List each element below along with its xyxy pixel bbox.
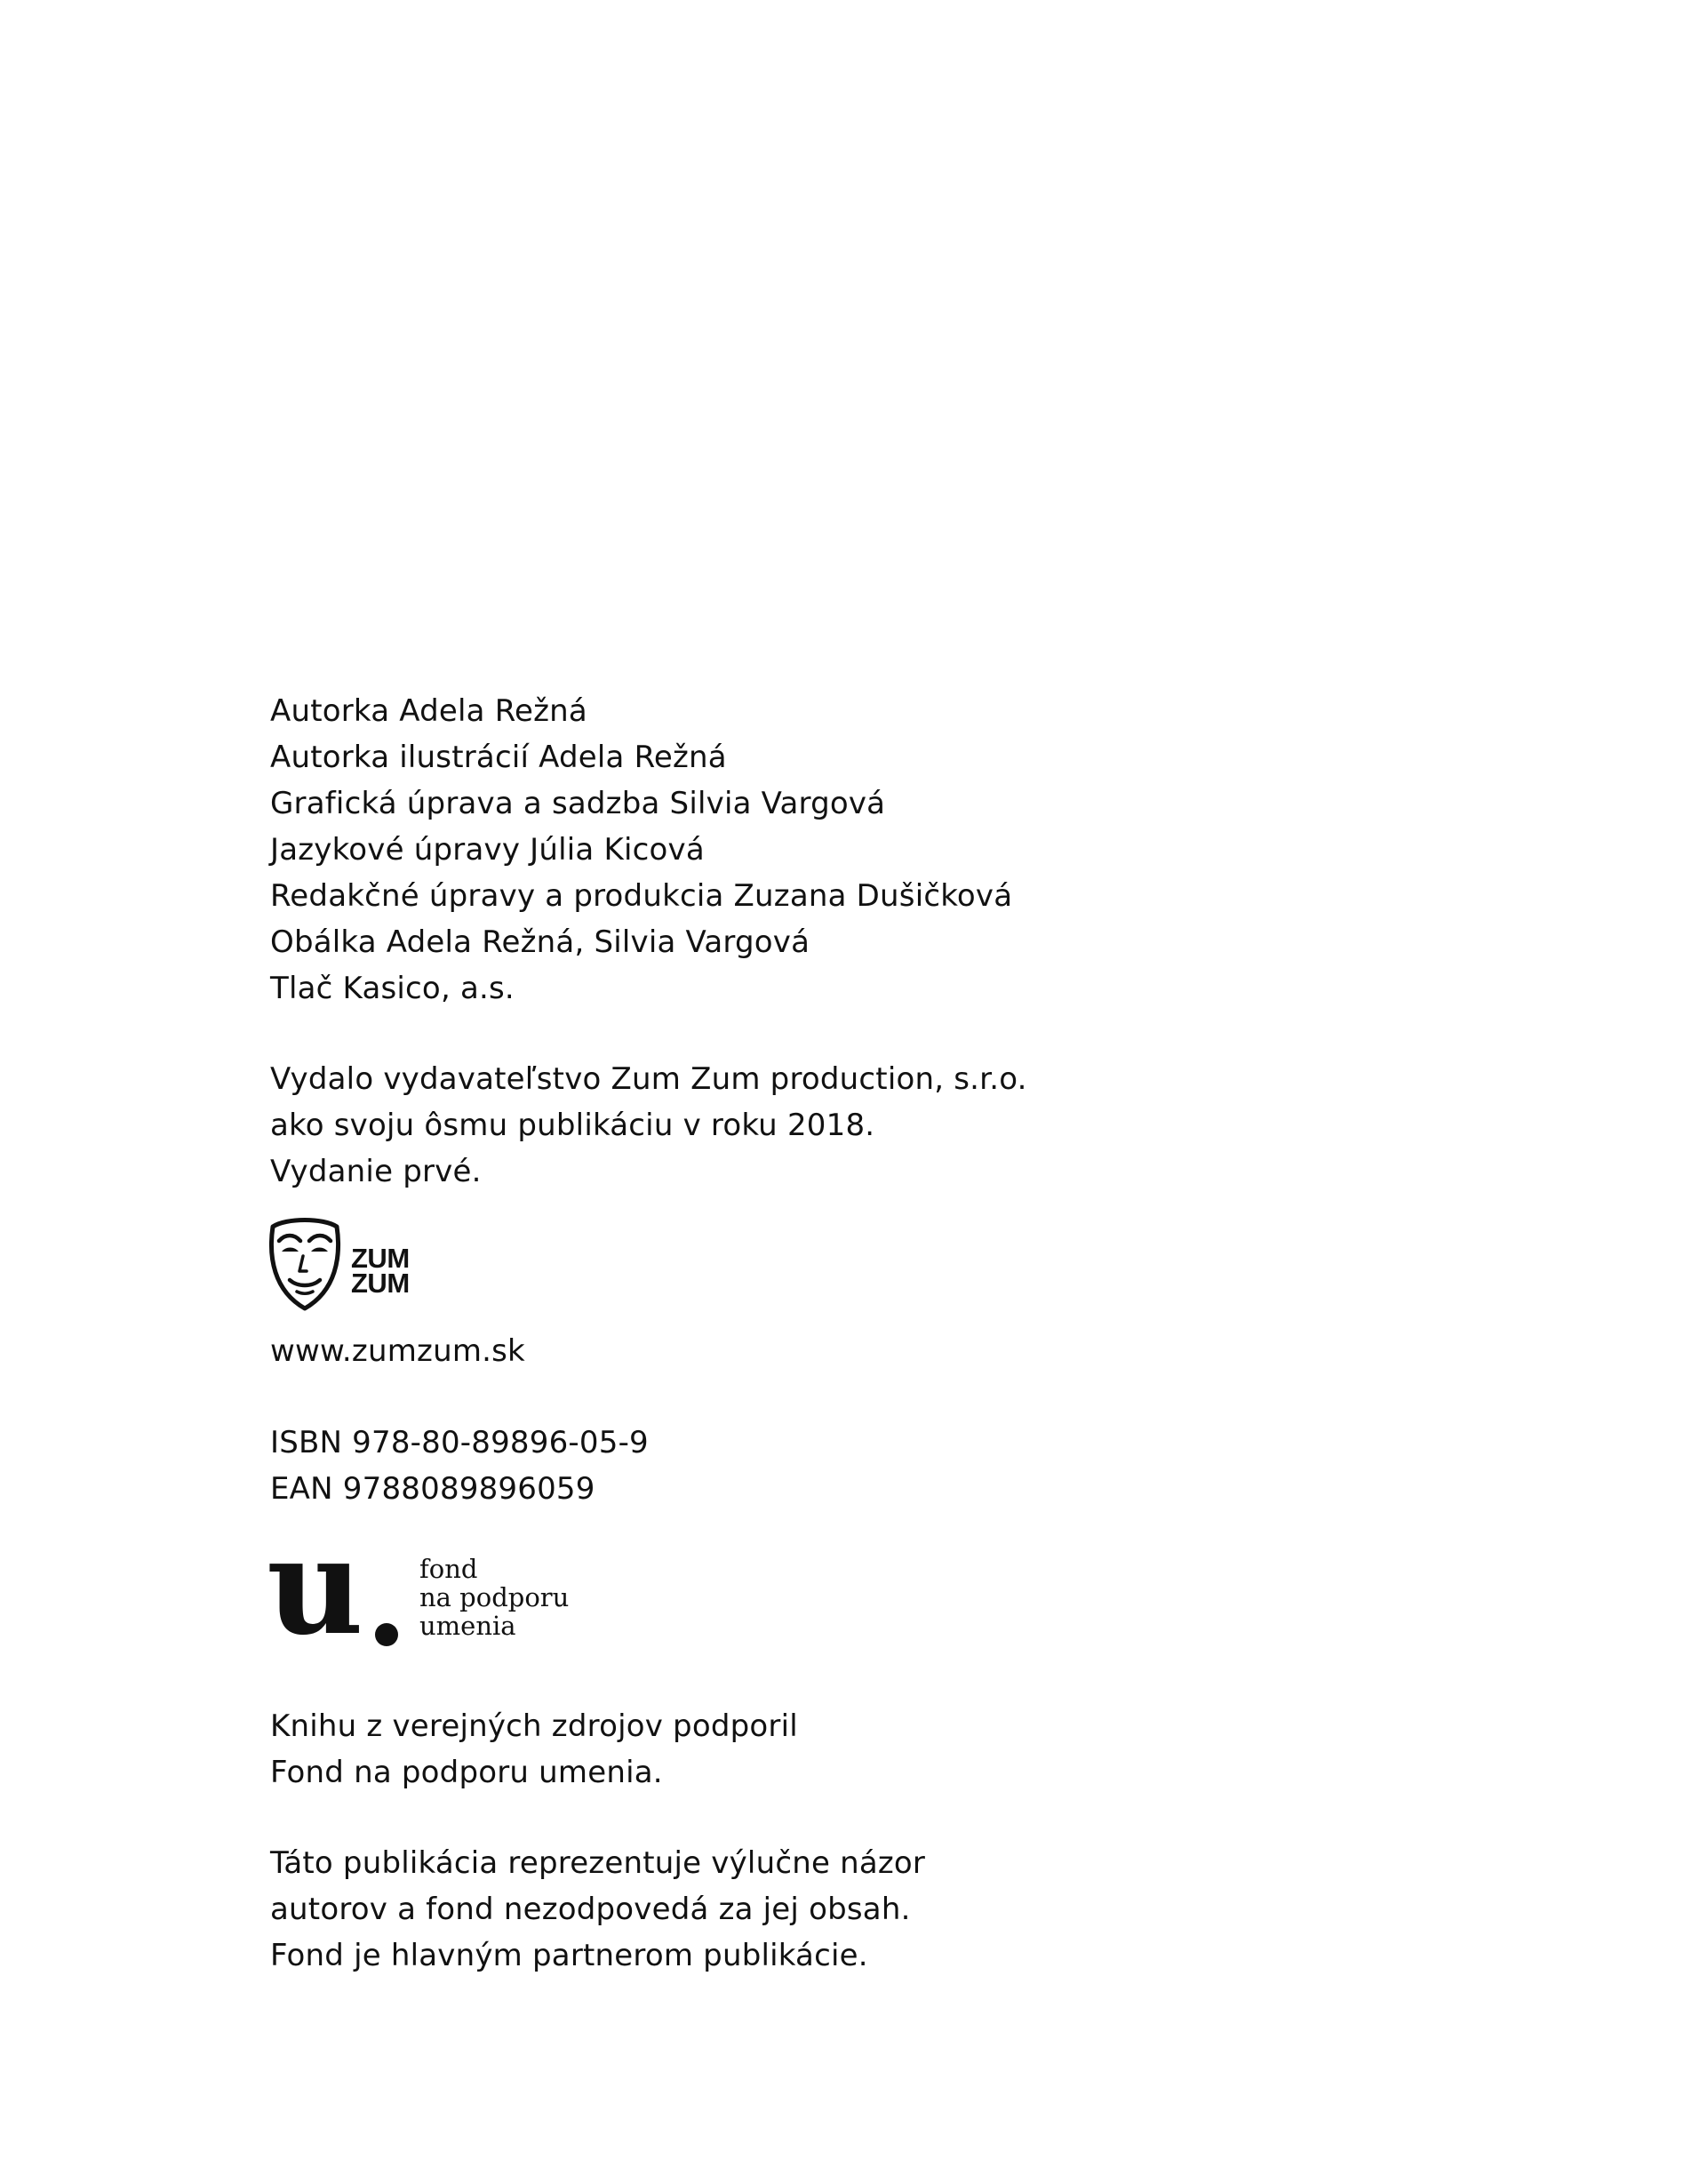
mask-icon (267, 1216, 343, 1312)
ean: EAN 9788089896059 (270, 1471, 595, 1507)
credit-illustrations: Autorka ilustrácií Adela Režná (270, 740, 727, 775)
disclaimer-line-3: Fond je hlavným partnerom publikácie. (270, 1938, 868, 1973)
fund-logo (267, 1508, 587, 1665)
fund-logo-line-2: na podporu (419, 1582, 570, 1612)
credit-print: Tlač Kasico, a.s. (270, 971, 515, 1006)
isbn: ISBN 978-80-89896-05-9 (270, 1425, 649, 1460)
publisher-logo (267, 1216, 427, 1314)
credit-editorial-production: Redakčné úpravy a produkcia Zuzana Dušičková (270, 878, 1013, 914)
credit-author: Autorka Adela Režná (270, 693, 587, 729)
disclaimer-line-2: autorov a fond nezodpovedá za jej obsah. (270, 1892, 911, 1927)
support-line-2: Fond na podporu umenia. (270, 1755, 663, 1790)
credit-graphic-design: Grafická úprava a sadzba Silvia Vargová (270, 786, 886, 821)
fund-logo-line-3: umenia (419, 1611, 516, 1641)
publication-publisher: Vydalo vydavateľstvo Zum Zum production, s.r.o. (270, 1061, 1027, 1097)
disclaimer-line-1: Táto publikácia reprezentuje výlučne názor (270, 1845, 926, 1881)
publisher-logo-word-2: ZUM (351, 1268, 410, 1299)
fund-logo-line-1: fond (419, 1554, 478, 1584)
fund-logo-mark: u (267, 1508, 362, 1665)
credit-language-editing: Jazykové úpravy Júlia Kicová (270, 832, 705, 868)
publisher-logo-word-1: ZUM (351, 1243, 410, 1274)
publication-year: ako svoju ôsmu publikáciu v roku 2018. (270, 1108, 875, 1143)
fund-logo-dot (375, 1623, 398, 1646)
publication-edition: Vydanie prvé. (270, 1154, 482, 1189)
website-link[interactable]: www.zumzum.sk (270, 1333, 525, 1369)
support-line-1: Knihu z verejných zdrojov podporil (270, 1708, 798, 1744)
credit-cover: Obálka Adela Režná, Silvia Vargová (270, 924, 810, 960)
